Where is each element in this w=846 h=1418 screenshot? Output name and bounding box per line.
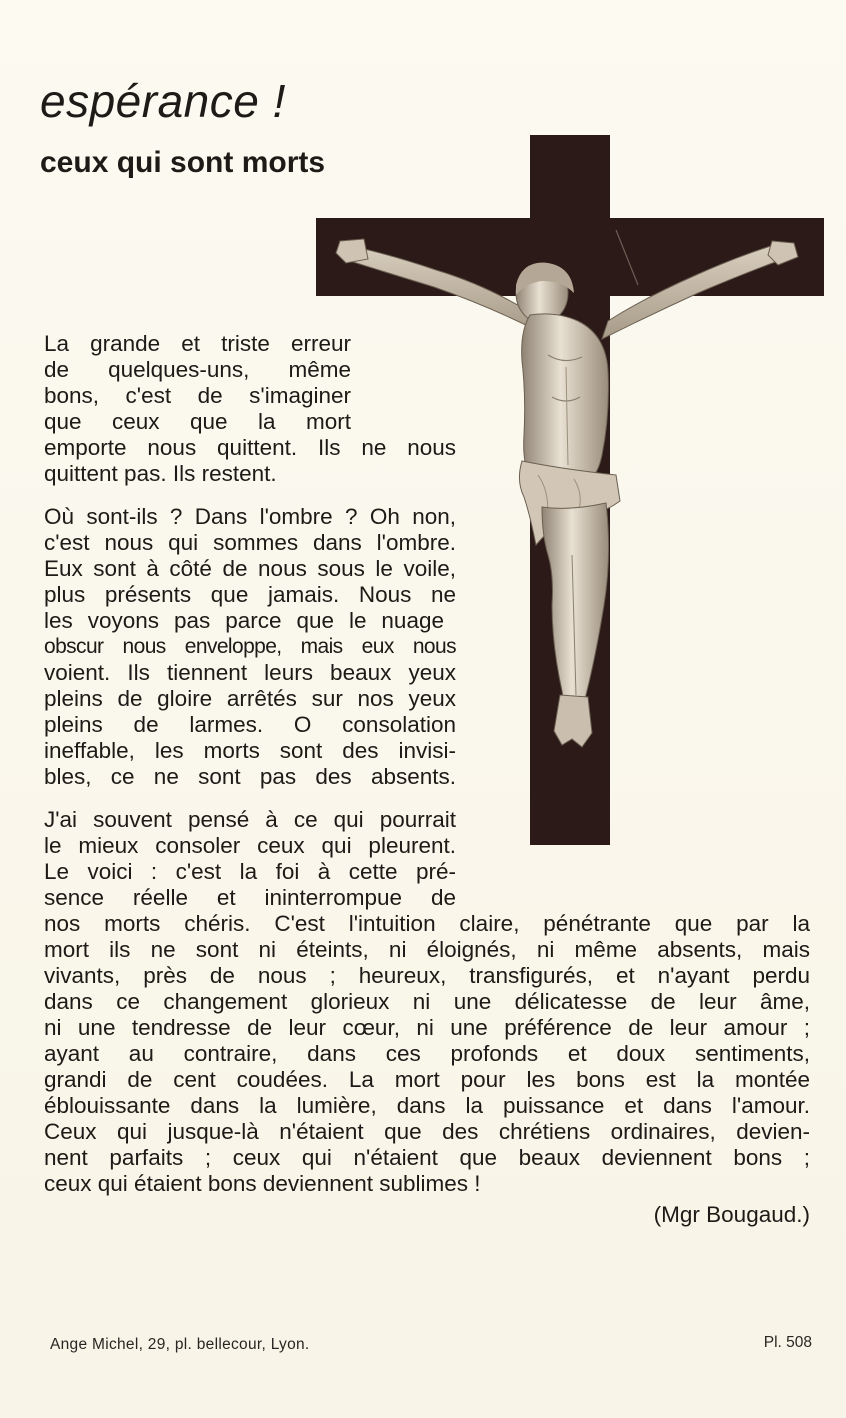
plate-number: Pl. 508 [763, 1334, 812, 1351]
text-line: vivants, près de nous ; heureux, transfigurés, et n'ayant perdu [44, 963, 810, 988]
text-line: Eux sont à côté de nous sous le voile, [44, 556, 456, 581]
text-line: c'est nous qui sommes dans l'ombre. [44, 530, 456, 555]
text-line: ayant au contraire, dans ces profonds et doux sentiments, [44, 1041, 810, 1066]
page-subtitle: ceux qui sont morts [40, 146, 326, 179]
text-line: mort ils ne sont ni éteints, ni éloignés, ni même absents, mais [44, 937, 810, 962]
text-line: les voyons pas parce que le nuage [44, 608, 444, 633]
text-line: sence réelle et ininterrompue de [44, 885, 456, 910]
torso [522, 314, 609, 481]
text-line: voient. Ils tiennent leurs beaux yeux [44, 660, 456, 685]
text-line: bons, c'est de s'imaginer [44, 383, 351, 408]
text-line: Où sont-ils ? Dans l'ombre ? Oh non, [44, 504, 456, 529]
text-line: de quelques-uns, même [44, 357, 351, 382]
text-line: plus présents que jamais. Nous ne [44, 582, 456, 607]
page-title: espérance ! [40, 75, 286, 127]
text-line: que ceux que la mort [44, 409, 351, 434]
text-line: Ceux qui jusque-là n'étaient que des chrétiens ordinaires, devien- [44, 1119, 810, 1144]
text-line: Le voici : c'est la foi à cette pré- [44, 859, 456, 884]
text-line: nent parfaits ; ceux qui n'étaient que beaux deviennent bons ; [44, 1145, 810, 1170]
publisher-address: Ange Michel, 29, pl. bellecour, Lyon. [50, 1336, 310, 1353]
text-line: pleins de larmes. O consolation [44, 712, 456, 737]
text-line: J'ai souvent pensé à ce qui pourrait [44, 807, 456, 832]
text-line: emporte nous quittent. Ils ne nous [44, 435, 456, 460]
text-line: ni une tendresse de leur cœur, ni une préférence de leur amour ; [44, 1015, 810, 1040]
text-line: La grande et triste erreur [44, 331, 351, 356]
text-line: quittent pas. Ils restent. [44, 461, 277, 486]
feet [554, 695, 592, 747]
attribution: (Mgr Bougaud.) [653, 1202, 810, 1227]
text-line: ineffable, les morts sont des invisi- [44, 738, 456, 763]
text-line: nos morts chéris. C'est l'intuition claire, pénétrante que par la [44, 911, 810, 936]
text-line: obscur nous enveloppe, mais eux nous [44, 635, 456, 658]
text-line: éblouissante dans la lumière, dans la puissance et dans l'amour. [44, 1093, 810, 1118]
text-line: pleins de gloire arrêtés sur nos yeux [44, 686, 456, 711]
text-line: dans ce changement glorieux ni une délicatesse de leur âme, [44, 989, 810, 1014]
text-line: bles, ce ne sont pas des absents. [44, 764, 456, 789]
text-line: grandi de cent coudées. La mort pour les bons est la montée [44, 1067, 810, 1092]
text-line: ceux qui étaient bons deviennent sublimes ! [44, 1171, 481, 1196]
text-line: le mieux consoler ceux qui pleurent. [44, 833, 456, 858]
